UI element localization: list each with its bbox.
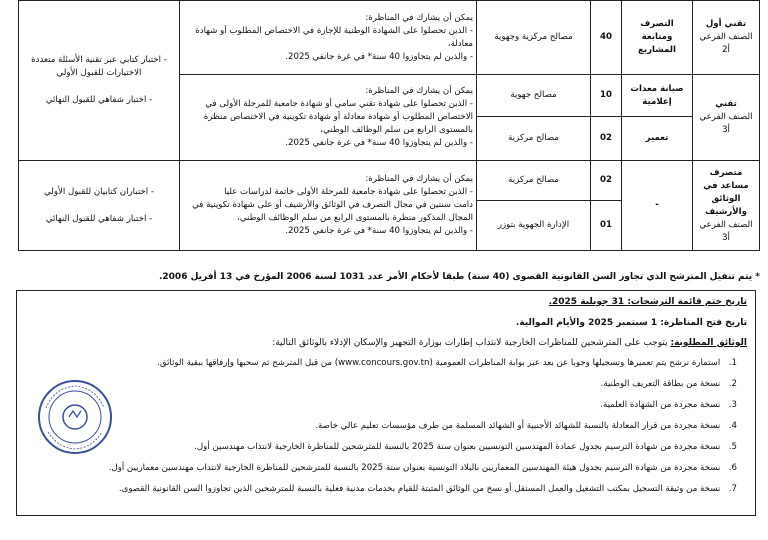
condition-line: - والذين لم يتجاوزوا 40 سنة* في غرة جانفي 2025.	[285, 138, 473, 148]
conditions-cell	[180, 161, 477, 251]
condition-line: - الذين تحصلوا على شهادة جامعية للمرحلة الأولى خاتمة لدراسات عليا	[224, 187, 473, 197]
positions-table	[18, 0, 760, 251]
condition-line: - والذين لم يتجاوزوا 40 سنة* في غرة جانفي 2025.	[285, 51, 473, 62]
grade-title: متصرف مساعد في الوثائق والأرشيف	[703, 167, 749, 217]
test-line: - اختبار شفاهي للقبول النهائي	[45, 95, 153, 105]
condition-line: - الذين تحصلوا على الشهادة الوطنية للإجازة في الاختصاص المطلوب أو شهادة	[195, 25, 473, 36]
list-item: 5. نسخة مجردة من شهادة الترسيم بجدول عمادة المهندسين التونسيين بعنوان سنة 2025 بالنسبة للمترشحين للمناظرة الخارجية لانتداب مهندسين أول.	[194, 442, 737, 452]
list-item: 4. نسخة مجردة من قرار المعادلة بالنسبة للشهائد الأجنبية أو الشهائد المسلمة من طرف مؤسسات تعليم عالي خاصة.	[315, 421, 737, 431]
documents-heading	[272, 338, 747, 348]
list-item: 6. نسخة مجردة من شهادة الترسيم بجدول هيئة المهندسين المعماريين بالبلاد التونسية بعنوان سنة 2025 بالنسبة للمترشحين للمناظرة الخارجية لانتداب مهندسين معماريين أول.	[108, 463, 737, 473]
grade-subtitle: الصنف الفرعي أ3	[699, 112, 753, 135]
grade-title: تقني	[715, 99, 737, 109]
grade-cell	[693, 161, 760, 251]
opening-line: تاريخ فتح المناظرة: 1 سبتمبر 2025 والأيام الموالية.	[515, 318, 747, 328]
grade-subtitle: الصنف الفرعي أ3	[699, 219, 753, 243]
list-item: 3. نسخة مجردة من الشهادة العلمية.	[600, 400, 737, 410]
age-footnote: * يتم تنفيل المترشح الذي تجاوز السن القانونية القصوى (40 سنة) طبقا لأحكام الأمر عدد 1031 لسنة 2006 المؤرخ في 13 أفريل 2006.	[158, 272, 760, 282]
list-item: 2. نسخة من بطاقة التعريف الوطنية.	[600, 379, 737, 389]
info-box	[16, 290, 756, 516]
conditions-cell	[180, 75, 477, 161]
condition-line: الاختصاص المطلوب أو شهادة معادلة أو شهادة تكوينية في الاختصاص منظرة	[203, 112, 473, 122]
count-cell: 10	[591, 75, 622, 117]
specialty-cell: صيانة معدات إعلامية	[622, 75, 693, 117]
direction-cell: الإدارة الجهوية بتوزر	[477, 201, 591, 251]
count-cell: 40	[591, 1, 622, 75]
direction-cell: مصالح مركزية	[477, 161, 591, 201]
condition-line: المجال المذكور منظرة بالمستوى الرابع من سلم الوظائف الوطني،	[237, 213, 473, 223]
grade-cell	[693, 1, 760, 75]
direction-cell: مصالح مركزية	[477, 117, 591, 161]
table-row	[19, 161, 760, 201]
list-item: 1. استمارة ترشح يتم تعميرها وتسجيلها وجوبا عن بعد عبر بوابة المناظرات العمومية (www.concours.gov.tn) من قبل المترشح ثم سحبها وإرفاقها ببقية الوثائق.	[157, 358, 737, 368]
count-cell: 02	[591, 117, 622, 161]
condition-line: دامت سنتين في مجال التصرف في الوثائق والأرشيف أو على شهادة تكوينية في	[192, 200, 473, 210]
condition-line: بالمستوى الرابع من سلم الوظائف الوطني،	[320, 125, 473, 135]
condition-line: يمكن أن يشارك في المناظرة:	[365, 86, 473, 96]
direction-cell: مصالح جهوية	[477, 75, 591, 117]
specialty-cell: تعمير	[622, 117, 693, 161]
official-seal-icon	[36, 378, 114, 456]
deadline-line: تاريخ ختم قائمة الترشحات: 31 جويلية 2025.	[548, 297, 747, 307]
condition-line: يمكن أن يشارك في المناظرة:	[365, 174, 473, 184]
direction-cell: مصالح مركزية وجهوية	[477, 1, 591, 75]
tests-cell	[19, 161, 180, 251]
conditions-cell	[180, 1, 477, 75]
grade-cell	[693, 75, 760, 161]
list-item: 7. نسخة من وثيقة التسجيل بمكتب التشغيل والعمل المستقل أو نسخ من الوثائق المثبتة للقيام بخدمات مدنية فعلية بالنسبة للمترشحين الذين تجاوزوا السن القانونية القصوى.	[118, 484, 737, 494]
specialty-cell: التصرف ومتابعة المشاريع	[622, 1, 693, 75]
test-line: - اختبار كتابي عبر تقنية الأسئلة متعددة الاختيارات للقبول الأولي	[31, 55, 167, 78]
condition-line: يمكن أن يشارك في المناظرة:	[365, 12, 473, 23]
specialty-cell: -	[622, 161, 693, 251]
table-row	[19, 1, 760, 75]
documents-label: الوثائق المطلوبة:	[670, 338, 747, 348]
condition-line: - والذين لم يتجاوزوا 40 سنة* في غرة جانفي 2025.	[285, 226, 473, 236]
count-cell: 01	[591, 201, 622, 251]
count-cell: 02	[591, 161, 622, 201]
grade-subtitle: الصنف الفرعي أ2	[699, 32, 753, 55]
test-line: - اختبار شفاهي للقبول النهائي	[45, 213, 153, 224]
tests-cell	[19, 1, 180, 161]
grade-title: تقني أول	[705, 19, 747, 29]
test-line: - اختباران كتابيان للقبول الأولي	[44, 186, 154, 197]
documents-intro: يتوجب على المترشحين للمناظرات الخارجية لانتداب إطارات بوزارة التجهيز والإسكان الإدلاء بالوثائق التالية:	[272, 338, 671, 348]
condition-line: - الذين تحصلوا على شهادة تقني سامي أو شهادة جامعية للمرحلة الأولى في	[205, 99, 473, 109]
condition-line: معادلة،	[447, 38, 473, 49]
